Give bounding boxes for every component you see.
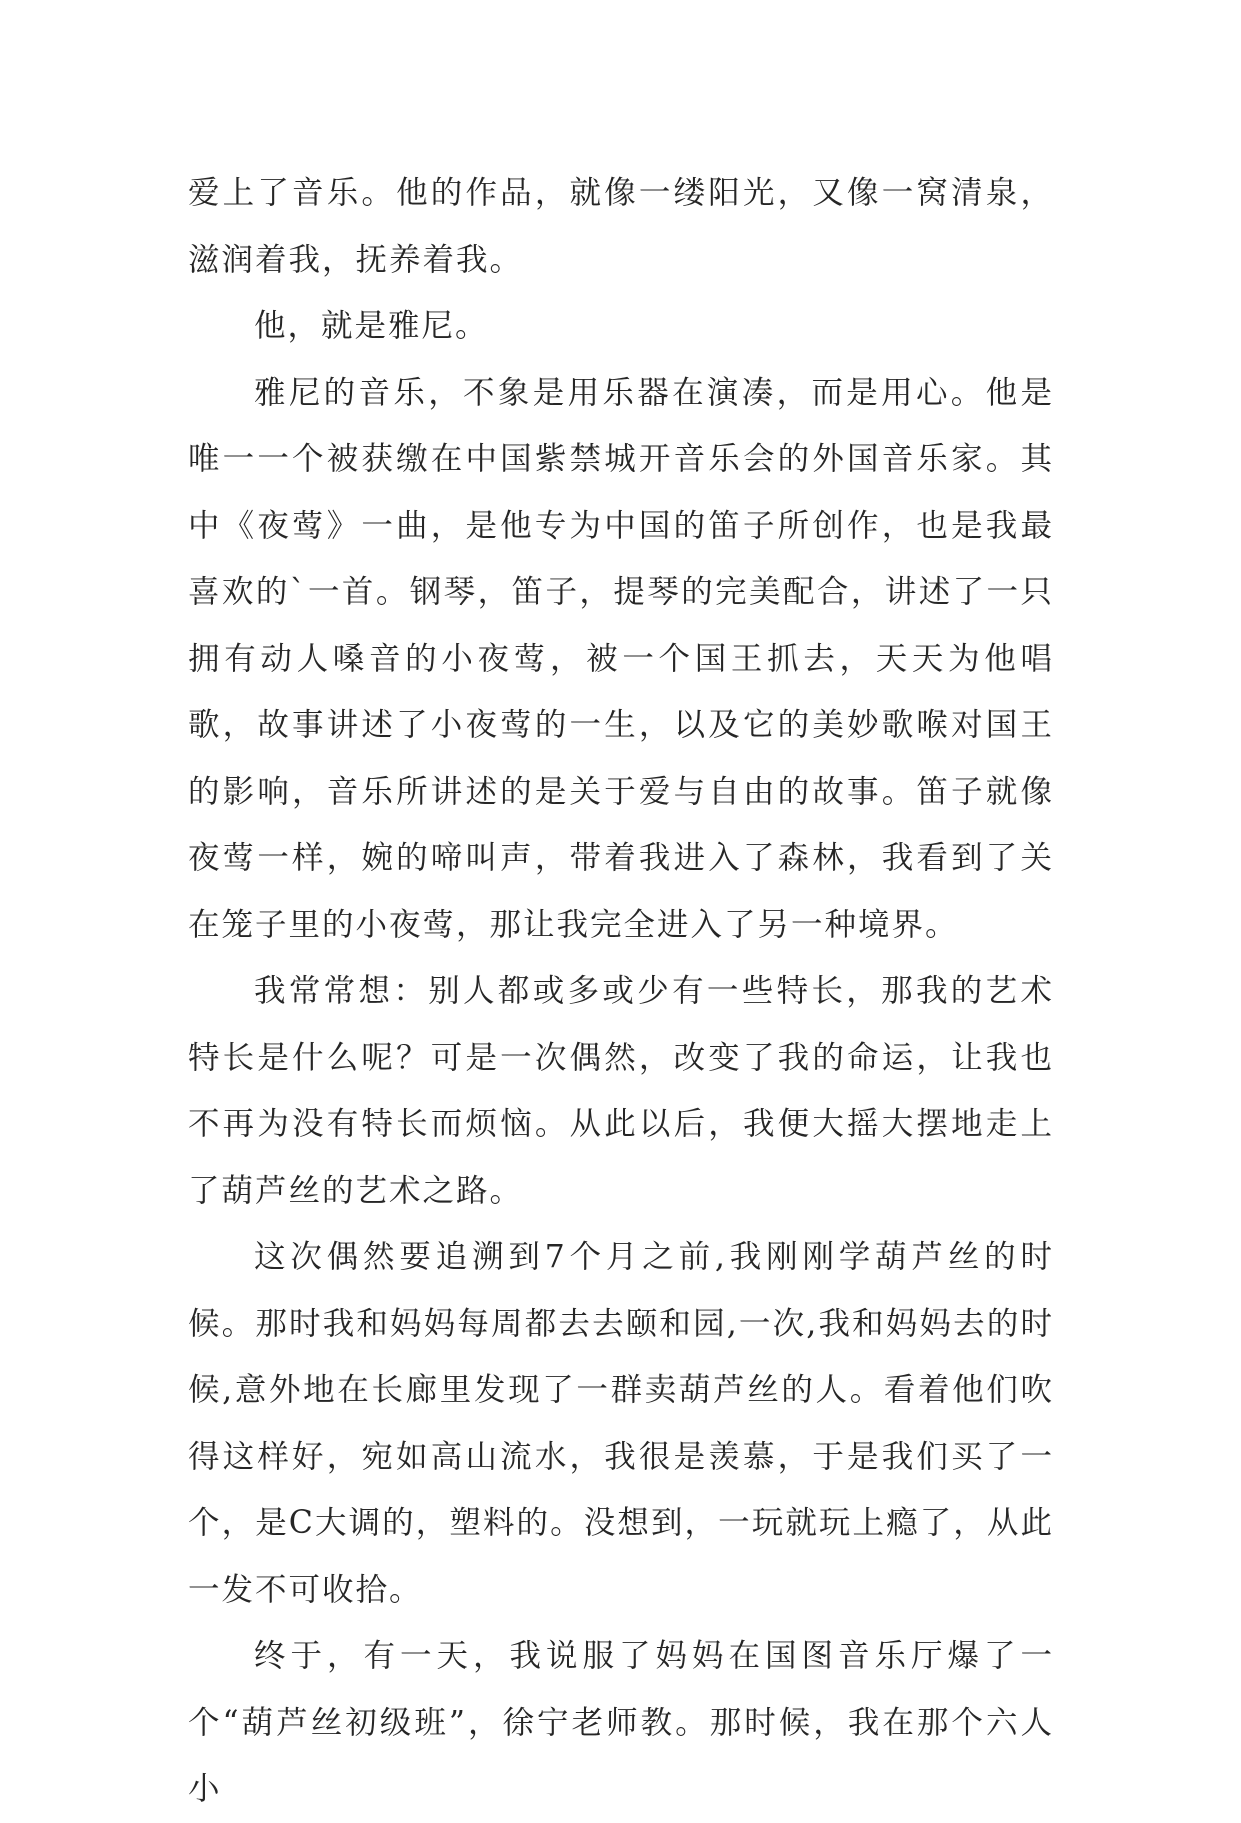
paragraph: 雅尼的音乐，不象是用乐器在演凑，而是用心。他是唯一一个被获缴在中国紫禁城开音乐会的外国音乐家。其中《夜莺》一曲，是他专为中国的笛子所创作，也是我最喜欢的`一首。钢琴，笛子，提琴的完美配合，讲述了一只拥有动人嗓音的小夜莺，被一个国王抓去，天天为他唱歌，故事讲述了小夜莺的一生，以及它的美妙歌喉对国王的影响，音乐所讲述的是关于爱与自由的故事。笛子就像夜莺一样，婉的啼叫声，带着我进入了森林，我看到了关在笼子里的小夜莺，那让我完全进入了另一种境界。: [188, 374, 1054, 943]
paragraph: 终于，有一天，我说服了妈妈在国图音乐厅爆了一个“葫芦丝初级班”，徐宁老师教。那时候，我在那个六人小: [188, 1638, 1054, 1807]
paragraph: 他，就是雅尼。: [254, 308, 489, 344]
paragraph: 爱上了音乐。他的作品，就像一缕阳光，又像一窝清泉，滋润着我，抚养着我。: [188, 175, 1054, 278]
paragraph: 这次偶然要追溯到7个月之前,我刚刚学葫芦丝的时候。那时我和妈妈每周都去去颐和园,一次,我和妈妈去的时候,意外地在长廊里发现了一群卖葫芦丝的人。看着他们吹得这样好，宛如高山流水，我很是羡慕，于是我们买了一个，是C大调的，塑料的。没想到，一玩就玩上瘾了，从此一发不可收拾。: [188, 1239, 1054, 1608]
paragraph: 我常常想：别人都或多或少有一些特长，那我的艺术特长是什么呢？可是一次偶然，改变了我的命运，让我也不再为没有特长而烦恼。从此以后，我便大摇大摆地走上了葫芦丝的艺术之路。: [188, 973, 1054, 1209]
document-body: [188, 160, 1054, 1823]
